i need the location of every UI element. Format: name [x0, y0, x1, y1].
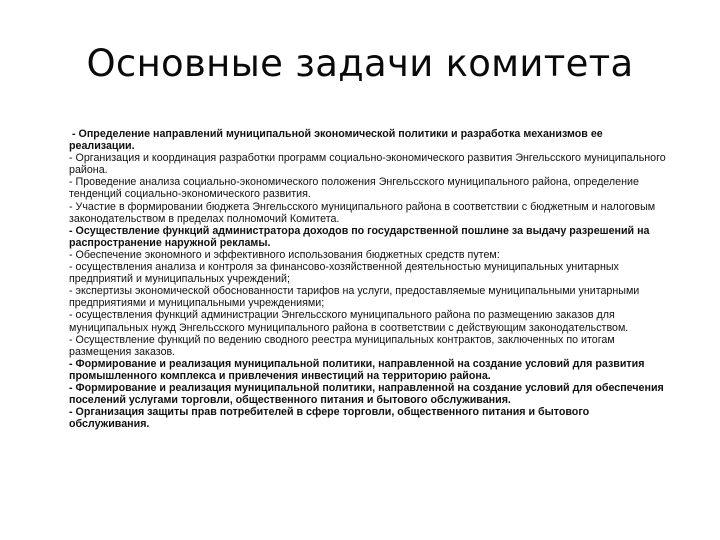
task-item-10: - Осуществление функций по ведению сводного реестра муниципальных контрактов, заключенных по итогам размещения заказов. [69, 333, 615, 358]
task-item-13: - Организация защиты прав потребителей в сфере торговли, общественного питания и бытового обслуживания. [69, 406, 590, 431]
task-item-1: - Определение направлений муниципальной экономической политики и разработка механизмов ее реализации. [69, 128, 603, 153]
task-item-11: - Формирование и реализация муниципальной политики, направленной на создание условий для развития промышленного комплекса и привлечения инвестиций на территорию района. [69, 357, 645, 382]
task-item-6: - Обеспечение экономного и эффективного использования бюджетных средств путем: [69, 248, 500, 261]
task-item-3: - Проведение анализа социально-экономического положения Энгельсского муниципального района, определение тенденций социально-экономического развития. [69, 176, 639, 201]
task-item-9: - осуществления функций администрации Энгельсского муниципального района по размещению заказов для муниципальных нужд Энгельсского муниципального района в соответствии с действующим законодательством. [69, 309, 629, 334]
task-item-5: - Осуществление функций администратора доходов по государственной пошлине за выдачу разрешений на распространение наружной рекламы. [69, 224, 650, 249]
task-item-12: - Формирование и реализация муниципальной политики, направленной на создание условий для обеспечения поселений услугами торговли, общественного питания и бытового обслуживания. [69, 381, 664, 407]
task-item-4: - Участие в формировании бюджета Энгельсского муниципального района в соответствии с бюджетным и налоговым законодательством в пределах полномочий Комитета. [69, 200, 656, 225]
task-item-7: - осуществления анализа и контроля за финансово-хозяйственной деятельностью муниципальных унитарных предприятий и муниципальных учреждений; [69, 261, 619, 286]
slide-title: Основные задачи комитета [86, 42, 634, 85]
slide-body [69, 128, 669, 430]
task-item-2: - Организация и координация разработки программ социально-экономического развития Энгельсского муниципального района. [69, 152, 666, 177]
task-item-8: - экспертизы экономической обоснованности тарифов на услуги, предоставляемые муниципальными унитарными предприятиями и муниципальными учреждениями; [69, 285, 640, 310]
